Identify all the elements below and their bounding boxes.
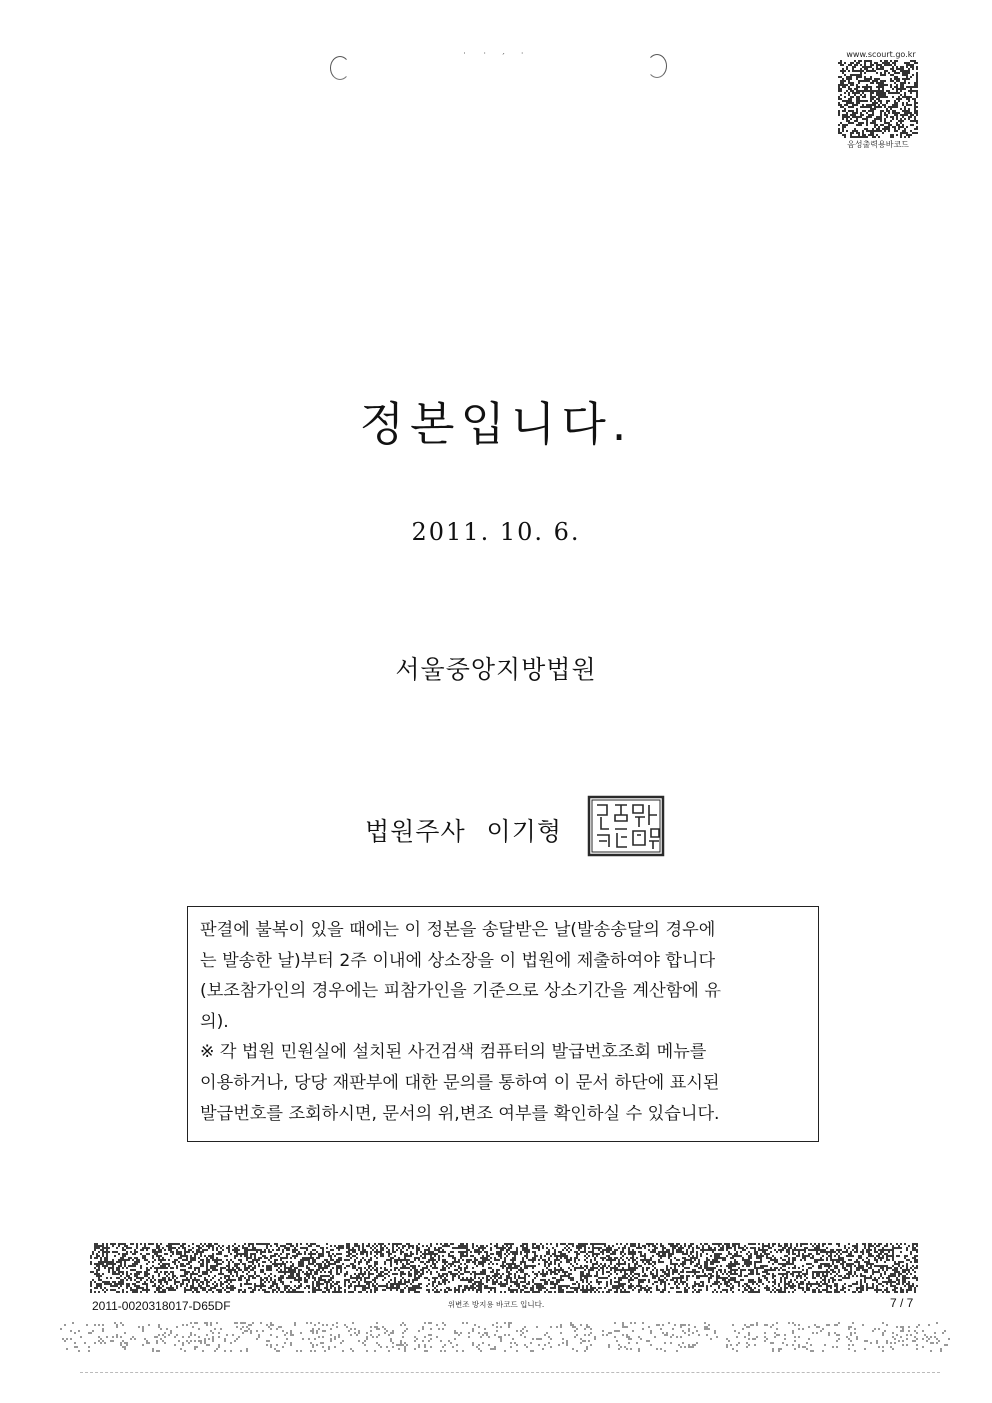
- anti-forgery-barcode: [90, 1243, 918, 1293]
- qr-caption: 음성출력용바코드: [847, 140, 909, 149]
- page-number: 7 / 7: [890, 1296, 914, 1310]
- issue-date: 2011. 10. 6.: [411, 518, 581, 546]
- page-title: 정본입니다.: [359, 397, 633, 451]
- notice-line: 이용하거나, 당당 재판부에 대한 문의를 통하여 이 문서 하단에 표시된: [200, 1072, 720, 1093]
- scan-edge-line: [80, 1372, 940, 1374]
- punch-hole-left-mark: [330, 56, 350, 80]
- notice-line: 판결에 불복이 있을 때에는 이 정본을 송달받은 날(발송송달의 경우에: [200, 920, 716, 940]
- scan-noise-strip: [60, 1322, 950, 1352]
- clerk-name: 법원주사 이기형: [365, 817, 562, 846]
- notice-line: 발급번호를 조회하시면, 문서의 위,변조 여부를 확인하실 수 있습니다.: [200, 1103, 720, 1124]
- issue-number: 2011-0020318017-D65DF: [92, 1299, 231, 1313]
- barcode-caption: 위변조 방지용 바코드 입니다.: [447, 1300, 545, 1309]
- notice-line: ※ 각 법원 민원실에 설치된 사건검색 컴퓨터의 발급번호조회 메뉴를: [200, 1042, 707, 1063]
- qr-url: www.scourt.go.kr: [846, 50, 916, 59]
- notice-line: (보조참가인의 경우에는 피참가인을 기준으로 상소기간을 계산함에 유: [200, 981, 721, 1002]
- notice-line: 의).: [200, 1011, 229, 1032]
- notice-line: 는 발송한 날)부터 2주 이내에 상소장을 이 법원에 제출하여야 합니다: [200, 950, 716, 971]
- scan-specks: ˙ ˙ ′ ˙: [462, 52, 531, 63]
- court-name: 서울중앙지방법원: [395, 655, 597, 684]
- punch-hole-right-mark: [647, 54, 667, 78]
- official-seal: [587, 795, 665, 857]
- appeal-notice-box: [187, 906, 819, 1142]
- qr-code-image: [838, 60, 918, 138]
